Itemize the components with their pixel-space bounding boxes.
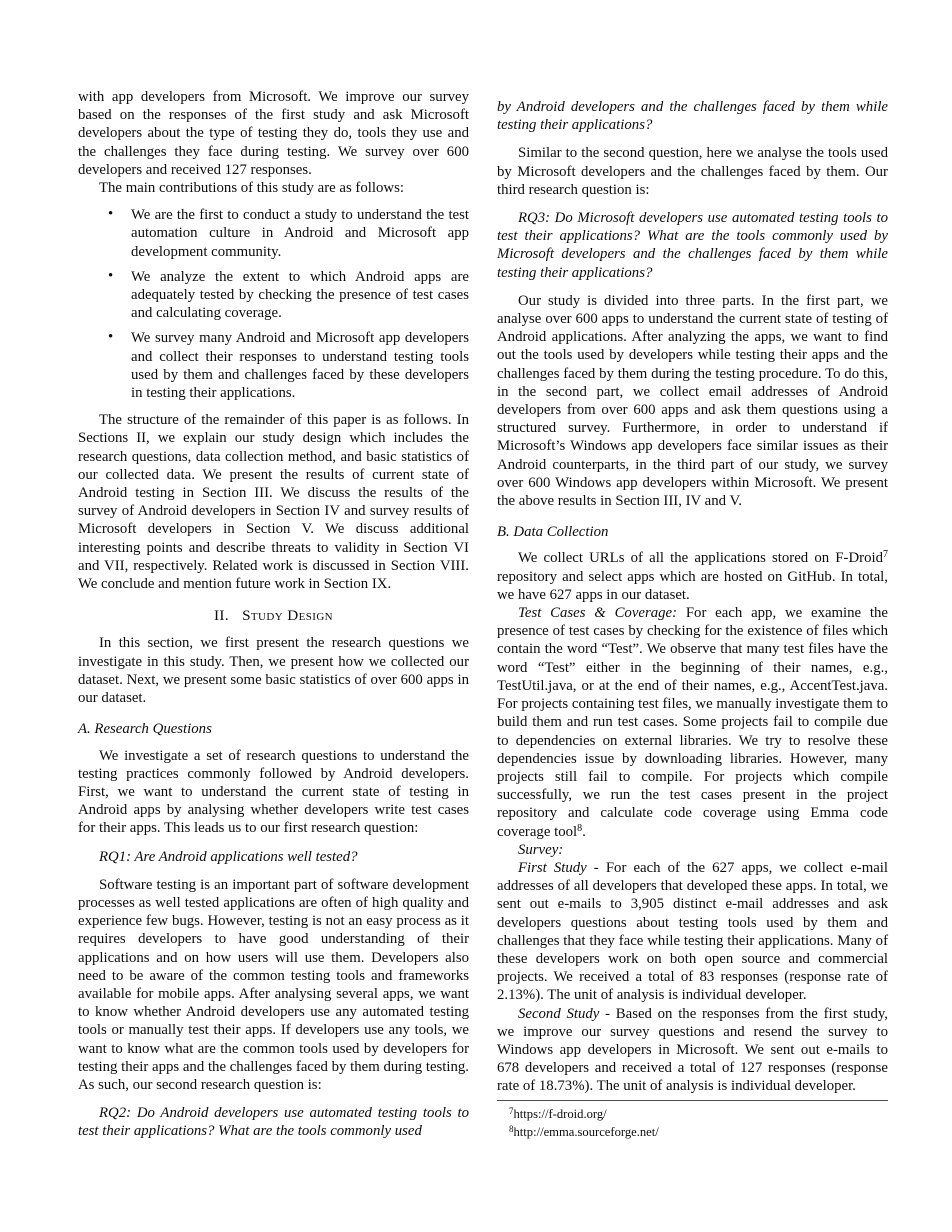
section-title: Study Design (242, 607, 334, 625)
paragraph-contributions-intro: The main contributions of this study are as follows: (99, 180, 404, 197)
paragraph-study-parts: Our study is divided into three parts. In the first part, we analyse over 600 apps to understand the current state of testing of Android applications. After analyzing the apps, we want to find out the tools used by developers while testing their apps and the challenges faced by them during the testing procedure. To do this, in the second part, we collect email addresses of Android developers from over 600 apps and ask them questions using a structured survey. Furthermore, in order to understand if Microsoft’s Windows app developers face similar issues as their Android counterparts, in the third part of our study, we survey over 600 Windows app developers within Microsoft. We present the above results in Section III, IV and V. (497, 292, 888, 510)
rq2-continuation-text: by Android developers and the challenges faced by them while testing their applications? (497, 99, 888, 134)
list-item-text: We survey many Android and Microsoft app developers and collect their responses to understand testing tools used by them and challenges faced by these developers in testing their applications. (131, 330, 469, 402)
rq2-text: RQ2: Do Android developers use automated testing tools to test their applications? What are the tools commonly used (78, 1105, 469, 1140)
list-item-text: We analyze the extent to which Android apps are adequately tested by checking the presence of test cases and calculating coverage. (131, 268, 469, 322)
paragraph-lead-label: Second Study (518, 1005, 600, 1022)
right-column (497, 88, 888, 1151)
bullet-icon: • (108, 206, 114, 223)
bullet-icon: • (108, 267, 114, 284)
footnote-fdroid (497, 1106, 888, 1124)
rq1-text: RQ1: Are Android applications well tested? (99, 848, 358, 865)
list-item (78, 268, 469, 323)
paragraph-first-study (497, 859, 888, 1005)
footnote-url: http://emma.sourceforge.net/ (513, 1124, 659, 1139)
paragraph-text: repository and select apps which are hosted on GitHub. In total, we have 627 apps in our dataset. (497, 568, 888, 603)
paragraph-fdroid-dataset (497, 549, 888, 604)
two-column-layout (78, 88, 888, 1151)
subsection-heading-data-collection: B. Data Collection (497, 524, 609, 541)
paragraph-text: - Based on the responses from the first study, we improve our survey questions and resend the survey to Windows app developers in Microsoft. We sent out e-mails to 678 developers and received a total of 127 responses (response rate of 18.73%). The unit of analysis is individual developer. (497, 1005, 888, 1095)
paragraph-text: - For each of the 627 apps, we collect e-mail addresses of all developers that developed these apps. In total, we sent out e-mails to 3,905 distinct e-mail addresses and ask developers questions about testing tools used by them and challenges that they face while testing their applications. Many of these developers work on both open source and commercial projects. We received a total of 83 responses (response rate of 2.13%). The unit of analysis is individual developer. (497, 859, 888, 1004)
left-column (78, 88, 469, 1151)
footnote-separator-rule (497, 1100, 888, 1101)
bullet-icon: • (108, 329, 114, 346)
paragraph-text: We collect URLs of all the applications stored on F-Droid (518, 550, 883, 567)
list-item-text: We are the first to conduct a study to understand the test automation culture in Android and Microsoft app development community. (131, 207, 469, 260)
contributions-list (78, 206, 469, 402)
paragraph-test-cases-coverage (497, 604, 888, 841)
paragraph-lead-label: Test Cases & Coverage: (518, 605, 678, 622)
rq3-text: RQ3: Do Microsoft developers use automated testing tools to test their applications? What are the tools commonly used by Microsoft developers and the challenges faced by them while testing their applications? (497, 210, 888, 281)
subsection-heading-research-questions: A. Research Questions (78, 721, 212, 738)
paragraph-lead-label: First Study (518, 859, 587, 876)
paragraph-text: For each app, we examine the presence of test cases by checking for the existence of files which contain the word “Test”. We observe that many test files have the word “Test” either in the beginning of their names, e.g., TestUtil.java, or at the end of their names, e.g., AccentTest.java. For projects containing test files, we manually investigate them to build them and run test cases. Some projects fail to compile due to dependencies on external libraries. We try to resolve these dependencies issue by downloading libraries. However, many projects still fail to compile. For projects which compile successfully, we run the test cases present in the project repository and calculate code coverage using Emma code coverage tool (497, 605, 888, 840)
section-number: II. (213, 607, 230, 625)
paragraph-text: . (582, 823, 586, 840)
footnote-ref-8: 8 (577, 822, 583, 834)
paragraph-survey-intro: with app developers from Microsoft. We improve our survey based on the responses of the first study and ask Microsoft developers about the type of testing they do, tools they use and the challenges they face during testing. We survey over 600 developers and received 127 responses. (78, 89, 469, 178)
paragraph-rq-intro: We investigate a set of research questions to understand the testing practices commonly followed by Android developers. First, we want to understand the current state of testing in Android apps by analysing whether developers write test cases for their apps. This leads us to our first research question: (78, 747, 469, 837)
paragraph-second-study (497, 1005, 888, 1096)
section-heading-study-design (78, 607, 469, 625)
survey-label: Survey: (518, 841, 564, 858)
footnote-url: https://f-droid.org/ (513, 1107, 607, 1121)
footnote-marker: 7 (509, 1106, 514, 1116)
paragraph-section-overview: In this section, we first present the research questions we investigate in this study. Then, we present how we collected our dataset. Next, we present some basic statistics of over 600 apps in our dataset. (78, 635, 469, 707)
footnote-ref-7: 7 (883, 549, 888, 561)
footnote-emma (497, 1124, 888, 1142)
paragraph-paper-structure: The structure of the remainder of this paper is as follows. In Sections II, we explain our study design which includes the research questions, data collection method, and basic statistics of our collected data. We present the results of current state of Android testing in Section III. We discuss the results of the survey of Android developers in Section IV and survey results of Microsoft developers in Section V. We discuss additional interesting points and describe threats to validity in Section VI and VII, respectively. Related work is discussed in Section VIII. We conclude and mention future work in Section IX. (78, 412, 469, 593)
footnotes-block (497, 1100, 888, 1141)
list-item (78, 206, 469, 261)
list-item (78, 329, 469, 402)
footnote-marker: 8 (509, 1123, 514, 1134)
paragraph-third-question-intro: Similar to the second question, here we analyse the tools used by Microsoft developers and the challenges faced by them. Our third research question is: (497, 145, 888, 198)
paragraph-software-testing: Software testing is an important part of software development processes as well tested applications are often of high quality and experience few bugs. However, testing is not an easy process as it requires developers to have good understanding of their applications and on how users will use them. Developers also need to be aware of the common testing tools and frameworks available for mobile apps. After analysing several apps, we want to know whether Android developers use any automated testing tools or manually test their apps. If developers use any tools, we want to know what are the common tools used by developers for testing their apps and the challenges faced by them during testing. As such, our second research question is: (78, 876, 469, 1093)
